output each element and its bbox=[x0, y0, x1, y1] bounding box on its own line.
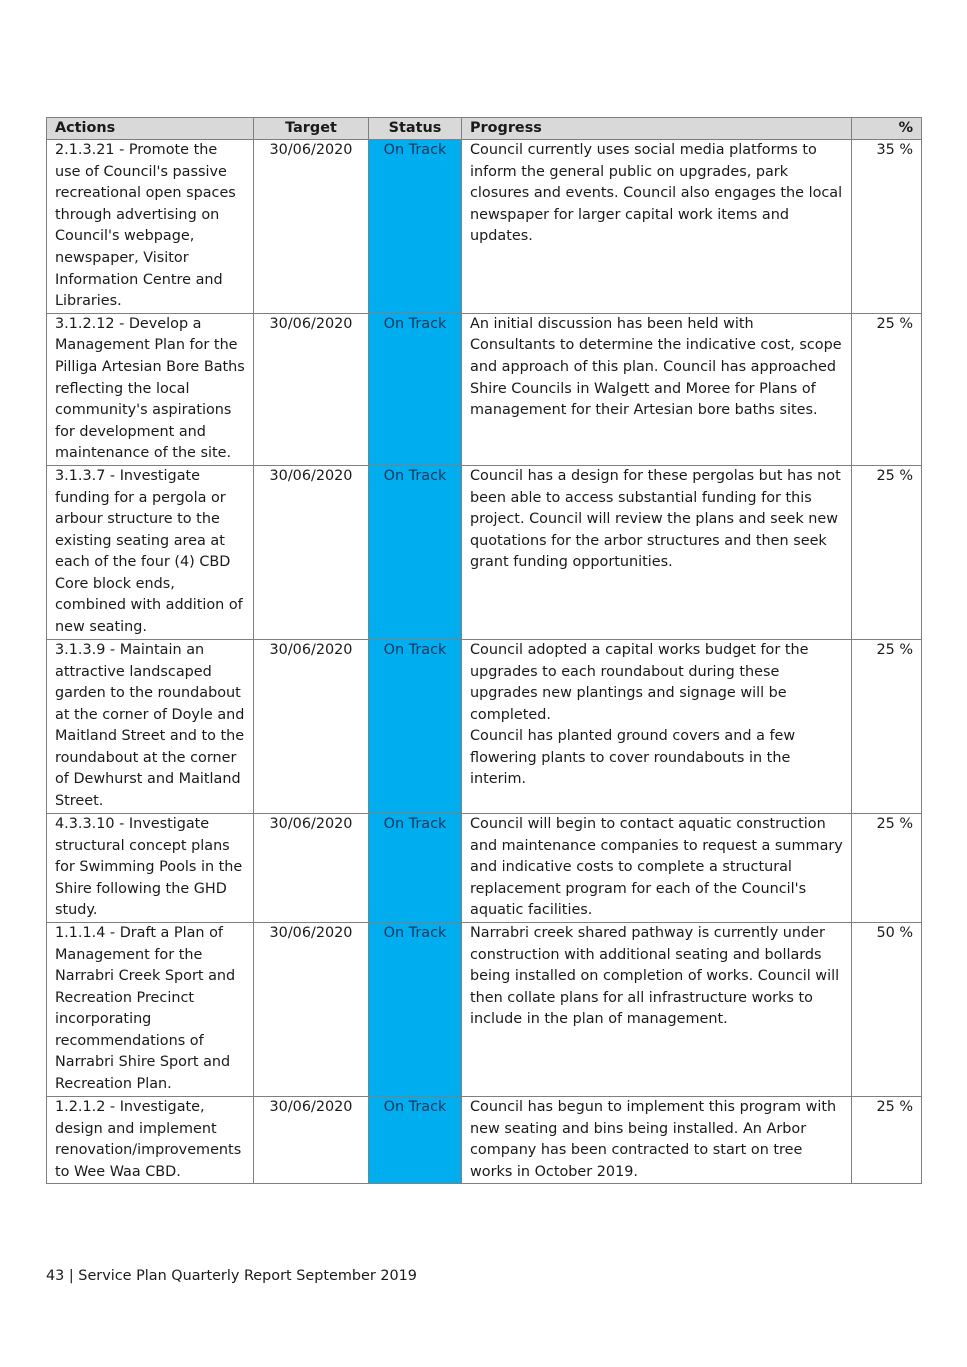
progress-paragraph: Council will begin to contact aquatic construction and maintenance companies to request a summary and indicative costs to complete a structural replacement program for each of the Council's aquatic facilities. bbox=[470, 815, 843, 919]
percent-cell: 50 % bbox=[852, 922, 922, 1096]
header-progress: Progress bbox=[462, 118, 852, 140]
actions-progress-table bbox=[46, 117, 922, 1184]
header-actions: Actions bbox=[47, 118, 254, 140]
progress-cell bbox=[462, 465, 852, 639]
target-cell: 30/06/2020 bbox=[254, 1096, 369, 1183]
progress-cell bbox=[462, 140, 852, 314]
action-cell: 2.1.3.21 - Promote the use of Council's passive recreational open spaces through advertising on Council's webpage, newspaper, Visitor Information Centre and Libraries. bbox=[47, 140, 254, 314]
header-status: Status bbox=[369, 118, 462, 140]
action-cell: 3.1.3.7 - Investigate funding for a pergola or arbour structure to the existing seating area at each of the four (4) CBD Core block ends, combined with addition of new seating. bbox=[47, 465, 254, 639]
percent-cell: 25 % bbox=[852, 813, 922, 922]
progress-paragraph: Council has begun to implement this program with new seating and bins being installed. An Arbor company has been contracted to start on tree works in October 2019. bbox=[470, 1098, 837, 1180]
target-cell: 30/06/2020 bbox=[254, 313, 369, 465]
table-row bbox=[47, 465, 922, 639]
progress-paragraph: An initial discussion has been held with Consultants to determine the indicative cost, scope and approach of this plan. Council has approached Shire Councils in Walgett and Moree for Plans of management for their Artesian bore baths sites. bbox=[470, 315, 842, 419]
percent-cell: 25 % bbox=[852, 465, 922, 639]
table-row bbox=[47, 313, 922, 465]
percent-cell: 25 % bbox=[852, 313, 922, 465]
percent-cell: 25 % bbox=[852, 639, 922, 813]
table-row bbox=[47, 922, 922, 1096]
progress-paragraph: Council currently uses social media platforms to inform the general public on upgrades, park closures and events. Council also engages the local newspaper for larger capital work items and updates. bbox=[470, 142, 843, 245]
action-cell: 3.1.3.9 - Maintain an attractive landscaped garden to the roundabout at the corner of Doyle and Maitland Street and to the roundabout at the corner of Dewhurst and Maitland Street. bbox=[47, 639, 254, 813]
target-cell: 30/06/2020 bbox=[254, 639, 369, 813]
progress-paragraph: Council has planted ground covers and a few flowering plants to cover roundabouts in the interim. bbox=[470, 728, 796, 788]
table-row bbox=[47, 639, 922, 813]
action-cell: 3.1.2.12 - Develop a Management Plan for the Pilliga Artesian Bore Baths reflecting the local community's aspirations for development and maintenance of the site. bbox=[47, 313, 254, 465]
status-cell: On Track bbox=[369, 1096, 462, 1183]
percent-cell: 35 % bbox=[852, 140, 922, 314]
action-cell: 4.3.3.10 - Investigate structural concept plans for Swimming Pools in the Shire following the GHD study. bbox=[47, 813, 254, 922]
progress-cell bbox=[462, 922, 852, 1096]
status-cell: On Track bbox=[369, 465, 462, 639]
header-percent: % bbox=[852, 118, 922, 140]
header-target: Target bbox=[254, 118, 369, 140]
table-row bbox=[47, 140, 922, 314]
page-footer: 43 | Service Plan Quarterly Report September 2019 bbox=[46, 1268, 417, 1284]
progress-paragraph: Narrabri creek shared pathway is currently under construction with additional seating and bollards being installed on completion of works. Council will then collate plans for all infrastructure works to include in the plan of management. bbox=[470, 924, 840, 1028]
target-cell: 30/06/2020 bbox=[254, 813, 369, 922]
status-cell: On Track bbox=[369, 140, 462, 314]
action-cell: 1.2.1.2 - Investigate, design and implement renovation/improvements to Wee Waa CBD. bbox=[47, 1096, 254, 1183]
progress-cell bbox=[462, 313, 852, 465]
status-cell: On Track bbox=[369, 813, 462, 922]
action-cell: 1.1.1.4 - Draft a Plan of Management for the Narrabri Creek Sport and Recreation Precinct incorporating recommendations of Narrabri Shire Sport and Recreation Plan. bbox=[47, 922, 254, 1096]
status-cell: On Track bbox=[369, 313, 462, 465]
progress-cell bbox=[462, 813, 852, 922]
target-cell: 30/06/2020 bbox=[254, 140, 369, 314]
percent-cell: 25 % bbox=[852, 1096, 922, 1183]
table-row bbox=[47, 813, 922, 922]
table-row bbox=[47, 1096, 922, 1183]
status-cell: On Track bbox=[369, 922, 462, 1096]
progress-paragraph: Council adopted a capital works budget for the upgrades to each roundabout during these upgrades new plantings and signage will be completed. bbox=[470, 641, 809, 723]
status-cell: On Track bbox=[369, 639, 462, 813]
progress-cell bbox=[462, 639, 852, 813]
progress-paragraph: Council has a design for these pergolas but has not been able to access substantial funding for this project. Council will review the plans and seek new quotations for the arbor structures and then seek grant funding opportunities. bbox=[470, 467, 841, 571]
target-cell: 30/06/2020 bbox=[254, 922, 369, 1096]
table-header-row bbox=[47, 118, 922, 140]
table-body bbox=[47, 140, 922, 1184]
progress-cell bbox=[462, 1096, 852, 1183]
target-cell: 30/06/2020 bbox=[254, 465, 369, 639]
